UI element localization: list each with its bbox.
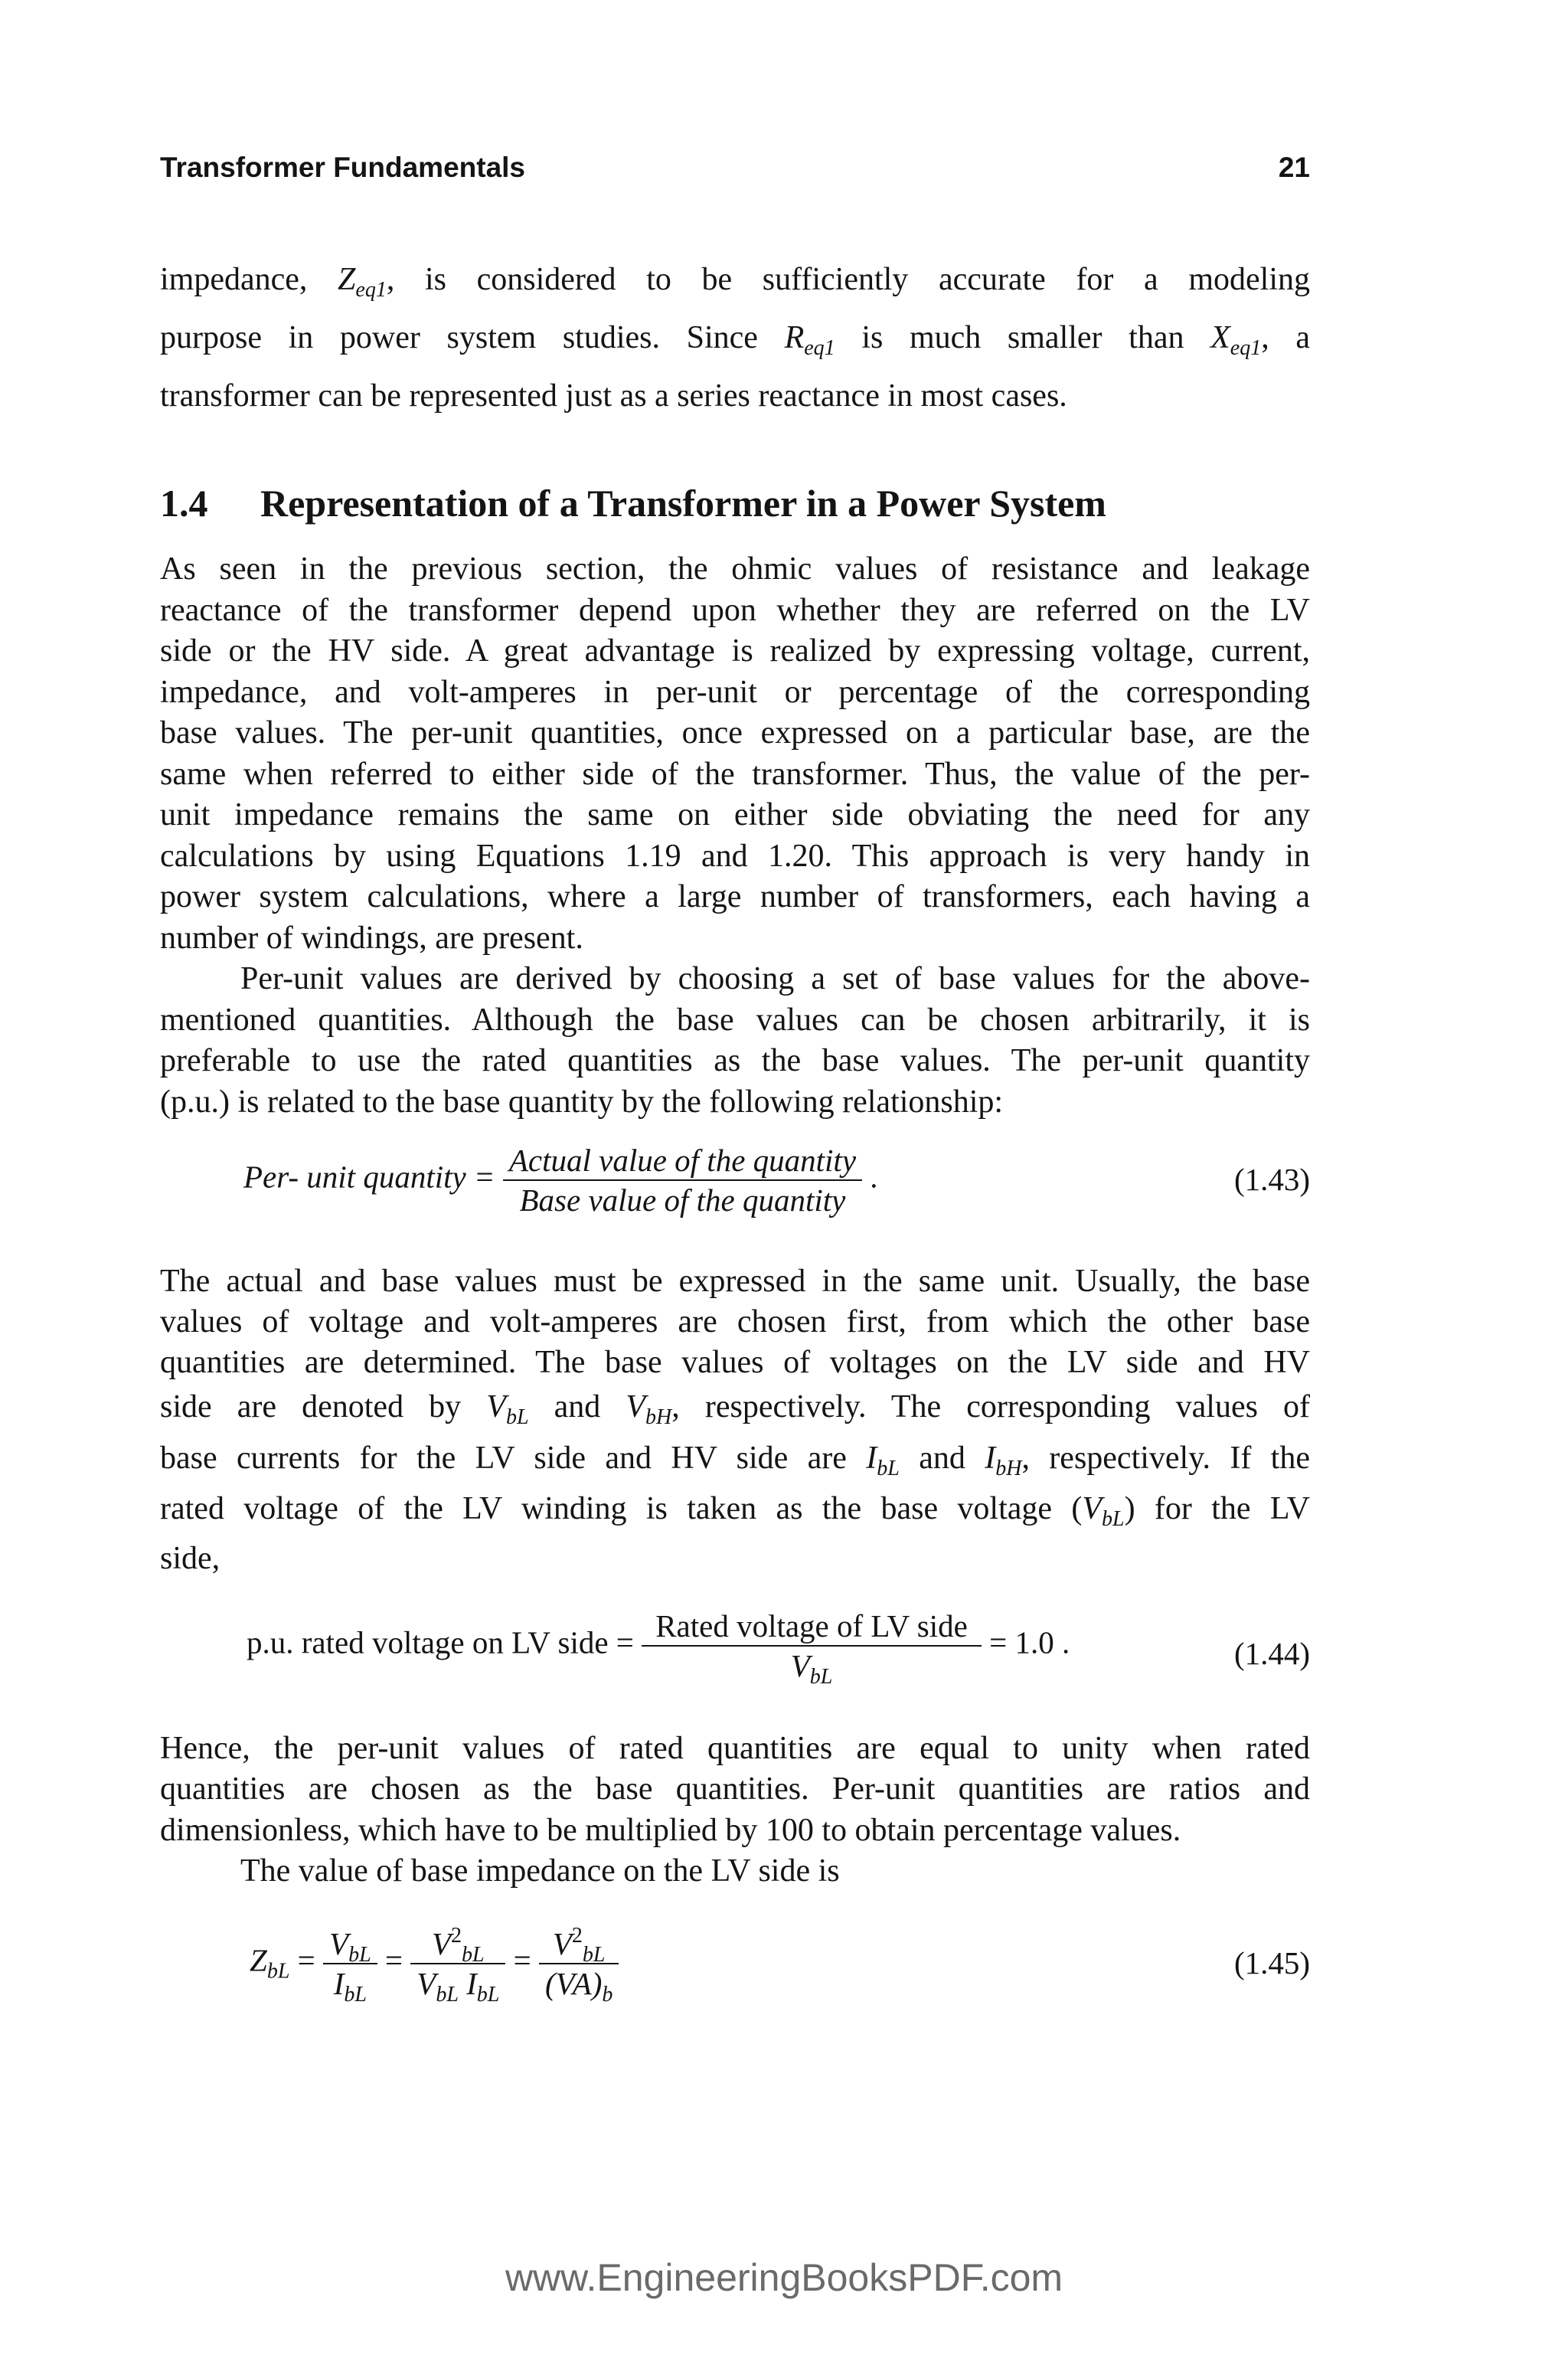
equation-number: (1.43) [1233,1162,1310,1197]
running-header [160,149,1310,187]
fraction: $\frac{\text{Actual value of the quantity}}{\text{Base value of the quantity}}$ [503,1141,862,1219]
fraction: $\frac{\text{Rated voltage of LV side}}{V_{bL}}$ [642,1607,982,1685]
para4-line: quantities are chosen as the base quantities. Per-unit quantities are ratios and [160,1771,1310,1807]
equation-number: (1.44) [1233,1636,1310,1671]
para3-line: side, [160,1541,220,1576]
intro-line-1: impedance, $Z_{eq1}$, is considered to be sufficiently accurate for a modeling [160,262,1310,302]
intro-line-2: purpose in power system studies. Since $R_{eq1}$ is much smaller than $X_{eq1}$, a [160,320,1310,360]
equation-1-45: $Z_{bL}$ = $\frac{V_{bL}}{I_{bL}}$ = $\frac{V^2_{bL}}{V_{bL} I_{bL}}$ = $\frac{V^2_{bL}}{(VA)_b}$ [250,1925,619,2003]
fraction: $\frac{V^2_{bL}}{(VA)_b}$ [539,1925,619,2003]
para1-line: same when referred to either side of the transformer. Thus, the value of the per- [160,757,1310,792]
para3-line: rated voltage of the LV winding is taken as the base voltage $(V_{bL})$ for the LV [160,1491,1310,1531]
equation-1-44: p.u. rated voltage on LV side = $\frac{\text{Rated voltage of LV side}}{V_{bL}}$ = 1.0 . [247,1608,1070,1689]
section-number: 1.4 [160,482,208,525]
para1-line: As seen in the previous section, the ohmic values of resistance and leakage [160,551,1310,587]
para2-line: preferable to use the rated quantities as the base values. The per-unit quantity [160,1043,1310,1078]
para2-line: (p.u.) is related to the base quantity by the following relationship: [160,1084,1004,1120]
para1-line: base values. The per-unit quantities, once expressed on a particular base, are the [160,715,1310,751]
para3-line: side are denoted by $V_{bL}$ and $V_{bH}$, respectively. The corresponding values of [160,1389,1311,1429]
para3-line: quantities are determined. The base values of voltages on the LV side and HV [160,1345,1310,1380]
para3-line: values of voltage and volt-amperes are chosen first, from which the other base [160,1304,1310,1339]
para1-line: side or the HV side. A great advantage is realized by expressing voltage, current, [160,633,1310,669]
para4-line: Hence, the per-unit values of rated quantities are equal to unity when rated [160,1731,1310,1766]
para3-line: The actual and base values must be expressed in the same unit. Usually, the base [160,1264,1310,1299]
para3-line: base currents for the LV side and HV side are $I_{bL}$ and $I_{bH}$, respectively. If the [160,1441,1310,1480]
para5-line: The value of base impedance on the LV side is [240,1853,840,1889]
section-heading [160,479,1310,528]
para2-line: Per-unit values are derived by choosing a set of base values for the above- [240,961,1310,996]
section-title: Representation of a Transformer in a Power System [260,482,1106,525]
para4-line: dimensionless, which have to be multiplied by 100 to obtain percentage values. [160,1813,1181,1848]
para2-line: mentioned quantities. Although the base values can be chosen arbitrarily, it is [160,1002,1310,1038]
footer-website: www.EngineeringBooksPDF.com [505,2256,1063,2299]
fraction: $\frac{V_{bL}}{I_{bL}}$ [323,1925,377,2003]
para1-line: reactance of the transformer depend upon whether they are referred on the LV [160,593,1310,628]
equation-number: (1.45) [1233,1945,1310,1980]
para1-line: impedance, and volt-amperes in per-unit or percentage of the corresponding [160,675,1310,710]
para1-line: power system calculations, where a large number of transformers, each having a [160,879,1310,914]
fraction: $\frac{V^2_{bL}}{V_{bL} I_{bL}}$ [410,1925,505,2003]
page-number: 21 [1278,152,1310,183]
para1-line: number of windings, are present. [160,921,583,956]
para1-line: calculations by using Equations 1.19 and 1.20. This approach is very handy in [160,839,1310,874]
intro-line-3: transformer can be represented just as a series reactance in most cases. [160,378,1067,414]
running-title: Transformer Fundamentals [160,152,526,183]
para1-line: unit impedance remains the same on either side obviating the need for any [160,797,1310,832]
equation-1-43: Per- unit quantity = $\frac{\text{Actual value of the quantity}}{\text{Base value of the quantity}}$ . [243,1143,878,1218]
